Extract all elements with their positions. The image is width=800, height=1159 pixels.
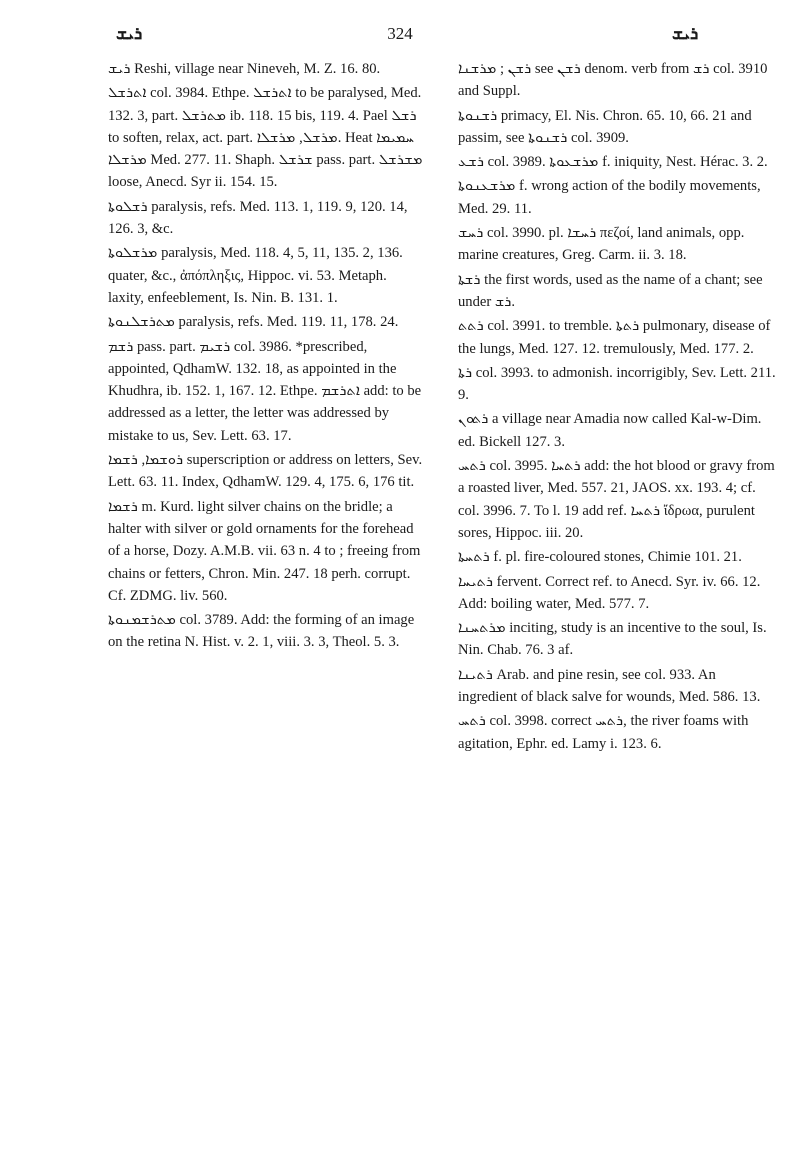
entry-text: ܪܫܡܐ m. Kurd. light silver chains on the bridle; a halter with silver or gold ornaments for the forehead of a horse, Dozy. A.M.B. vii. 63 n. 4 to ; freeing from chains or fetters, Chron. Min. 247. 18 perh. corrupt. Cf. ZDMG. liv. 560.	[108, 498, 421, 604]
dictionary-entry	[458, 269, 776, 314]
dictionary-entry	[458, 151, 776, 173]
entry-text: ܪܫܢܘܬܐ primacy, El. Nis. Chron. 65. 10, 66. 21 and passim, see ܪܫܢܘܬܐ col. 3909.	[458, 107, 752, 146]
entry-text: ܪܫܢ ; ܡܪܫܢܐ see ܪܫܢ denom. verb from ܪܫ col. 3910 and Suppl.	[458, 61, 768, 100]
dictionary-entry	[108, 449, 426, 494]
entry-text: ܪܫܥ col. 3989. ܡܪܫܥܘܬܐ f. iniquity, Nest. Hérac. 3. 2.	[458, 154, 768, 171]
entry-text: ܐܬܪܫܠ col. 3984. Ethpe. ܐܬܪܫܠ to be paralysed, Med. 132. 3, part. ܡܬܪܫܠ ib. 118. 15 bis, 119. 4. Pael ܪܫܠ to soften, relax, act. part. ܡܪܫܠ, ܡܪܫܠܐ. Heat ܚܡܝܡܐ ܡܪܫܠܐ Med. 277. 11. Shaph. ܫܪܫܠ pass. part. ܡܫܪܫܠ loose, Anecd. Syr ii. 154. 15.	[108, 85, 423, 191]
entry-text: ܪܘܫܡܐ, ܪܫܡܐ superscription or address on letters, Sev. Lett. 63. 11. Index, QdhamW. 129. 4, 175. 6, 176 tit.	[108, 452, 423, 491]
header-right-mark: ܪܝܫ	[672, 24, 699, 44]
entry-text: ܡܪܫܥܢܘܬܐ f. wrong action of the bodily movements, Med. 29. 11.	[458, 178, 761, 217]
dictionary-entry	[108, 311, 426, 333]
entry-text: ܪܬܝܚܐ fervent. Correct ref. to Anecd. Syr. iv. 66. 12. Add: boiling water, Med. 577. 7.	[458, 573, 761, 612]
dictionary-entry	[458, 362, 776, 407]
dictionary-entry	[458, 546, 776, 568]
entry-text: ܪܬܚܬܐ f. pl. fire-coloured stones, Chimie 101. 21.	[458, 549, 742, 566]
entry-text: ܪܬܝܢܐ Arab. and pine resin, see col. 933. An ingredient of black salve for wounds, Med. 586. 13.	[458, 666, 761, 706]
dictionary-entry	[108, 58, 426, 80]
dictionary-entry	[458, 408, 776, 453]
left-column	[108, 58, 426, 656]
entry-text: ܪܬܚ col. 3995. ܪܬܚܐ add: the hot blood or gravy from a roasted liver, Med. 557. 21, JAOS. xx. 193. 4; cf. col. 3996. 7. To l. 19 add ref. ܪܬܚܐ ἴδρωα, purulent sores, Hippoc. iii. 20.	[458, 458, 775, 541]
entry-text: ܡܪܫܠܘܬܐ paralysis, Med. 118. 4, 5, 11, 135. 2, 136. quater, &c., ἀπόπληξις, Hippoc. vi. 53. Metaph. laxity, enfeeblement, Is. Nin. B. 131. 1.	[108, 245, 403, 306]
dictionary-entry	[458, 617, 776, 662]
entry-text: ܪܫܡ pass. part. ܪܫܝܡ col. 3986. *prescribed, appointed, QdhamW. 132. 18, as appointed in the Khudhra, ib. 152. 1, 167. 12. Ethpe. ܐܬܪܫܡ add: to be addressed as a letter, the letter was addressed by mistake to us, Sev. Lett. 63. 17.	[108, 338, 422, 444]
dictionary-entry	[108, 496, 426, 607]
entry-text: ܪܝܫ Reshi, village near Nineveh, M. Z. 16. 80.	[108, 61, 381, 77]
entry-text: ܪܫܬܐ the first words, used as the name of a chant; see under ܪܫ.	[458, 271, 763, 310]
page-header	[0, 24, 800, 54]
dictionary-entry	[458, 455, 776, 544]
entry-text: ܪܬܘܢ a village near Amadia now called Kal-w-Dim. ed. Bickell 127. 3.	[458, 411, 762, 450]
header-left-mark: ܪܝܫ	[116, 24, 143, 44]
dictionary-entry	[458, 315, 776, 360]
entry-text: ܡܬܪܫܠܢܘܬܐ paralysis, refs. Med. 119. 11, 178. 24.	[108, 314, 399, 331]
dictionary-entry	[108, 82, 426, 193]
entry-text: ܪܚܫ col. 3990. pl. ܪܚܫܐ πεζοί, land animals, opp. marine creatures, Greg. Carm. ii. 3. 18.	[458, 225, 745, 264]
right-column	[458, 58, 776, 757]
dictionary-entry	[108, 196, 426, 241]
entry-text: ܪܬܐ col. 3993. to admonish. incorrigibly, Sev. Lett. 211. 9.	[458, 364, 776, 404]
dictionary-entry	[458, 58, 776, 103]
dictionary-entry	[458, 222, 776, 267]
dictionary-entry	[108, 242, 426, 309]
dictionary-entry	[458, 105, 776, 150]
page-number: 324	[387, 24, 413, 43]
dictionary-entry	[108, 336, 426, 447]
entry-text: ܪܬܬ col. 3991. to tremble. ܪܬܬܐ pulmonary, disease of the lungs, Med. 127. 12. tremulously, Med. 177. 2.	[458, 318, 771, 357]
dictionary-entry	[458, 664, 776, 709]
entry-text: ܡܪܬܚܢܐ inciting, study is an incentive to the soul, Is. Nin. Chab. 76. 3 af.	[458, 620, 767, 659]
dictionary-entry	[458, 571, 776, 616]
dictionary-entry	[458, 175, 776, 220]
entry-text: ܪܫܠܘܬܐ paralysis, refs. Med. 113. 1, 119. 9, 120. 14, 126. 3, &c.	[108, 198, 408, 238]
dictionary-entry	[108, 609, 426, 654]
entry-text: ܪܬܚ col. 3998. correct ܪܬܚ, the river foams with agitation, Ephr. ed. Lamy i. 123. 6.	[458, 713, 749, 752]
dictionary-entry	[458, 710, 776, 755]
entry-text: ܡܬܪܫܡܢܘܬܐ col. 3789. Add: the forming of an image on the retina N. Hist. v. 2. 1, viii. 3. 3, Theol. 5. 3.	[108, 612, 415, 651]
